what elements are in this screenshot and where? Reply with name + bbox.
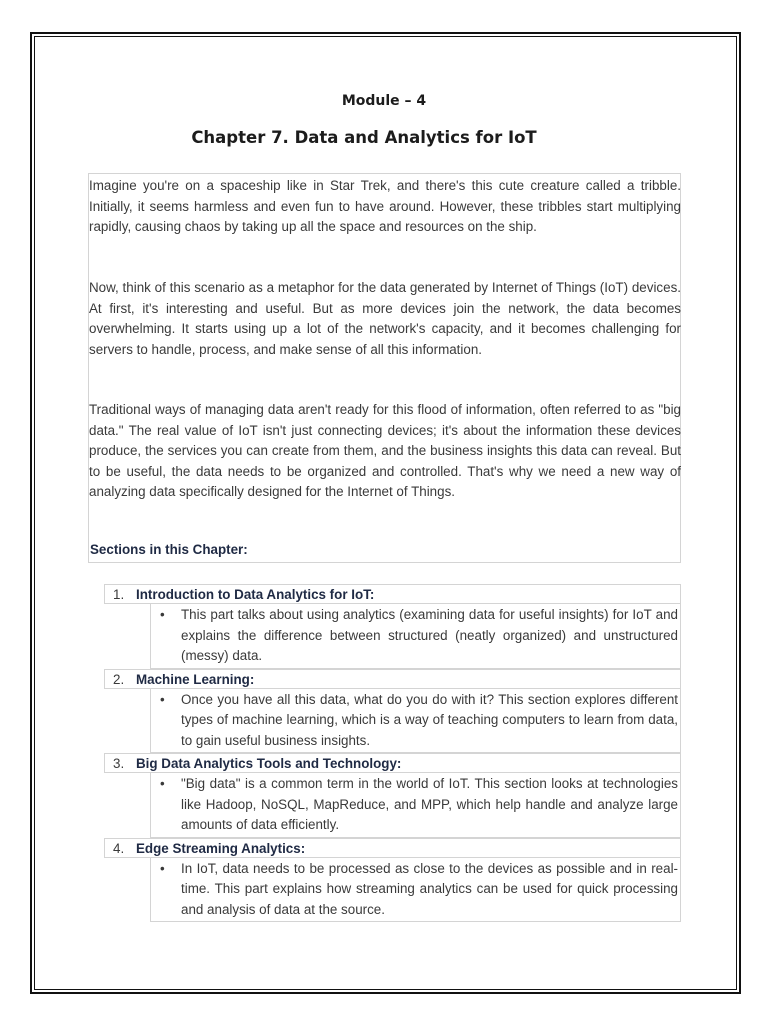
- section-item-3: [104, 753, 681, 773]
- section-description: [150, 689, 681, 754]
- section-item-4: [104, 838, 681, 858]
- section-description: [150, 858, 681, 923]
- section-description-text: In IoT, data needs to be processed as close to the devices as possible and in real-time. This part explains how streaming analytics can be used for quick processing and analysis of data at the source.: [181, 860, 678, 917]
- section-description-text: "Big data" is a common term in the world of IoT. This section looks at technologies like Hadoop, NoSQL, MapReduce, and MPP, which help handle and analyze large amounts of data efficiently.: [181, 776, 678, 832]
- intro-paragraph-1: Imagine you're on a spaceship like in Star Trek, and there's this cute creature called a tribble. Initially, it seems harmless and even fun to have around. However, these tribbles start multiplying rapidly, causing chaos by taking up all the space and resources on the ship.: [89, 178, 681, 234]
- section-item-1: [104, 584, 681, 604]
- section-title: Machine Learning:: [136, 671, 255, 687]
- sections-list: [104, 584, 681, 922]
- section-description: [150, 604, 681, 669]
- section-number: 3.: [113, 756, 125, 771]
- intro-paragraph-3: Traditional ways of managing data aren't ready for this flood of information, often referred to as "big data." The real value of IoT isn't just connecting devices; it's about the information these devices produce, the services you can create from them, and the business insights this data can reveal. But to be useful, the data needs to be organized and controlled. That's why we need a new way of analyzing data specifically designed for the Internet of Things.: [89, 402, 681, 499]
- section-description: [150, 773, 681, 838]
- section-number: 2.: [113, 671, 125, 687]
- section-title: Big Data Analytics Tools and Technology:: [136, 756, 402, 771]
- bullet-icon: •: [160, 607, 165, 622]
- bullet-icon: •: [160, 776, 165, 791]
- bullet-icon: •: [160, 691, 165, 707]
- section-title: Introduction to Data Analytics for IoT:: [136, 587, 375, 602]
- section-number: 1.: [113, 587, 125, 602]
- chapter-title: Chapter 7. Data and Analytics for IoT: [191, 128, 537, 147]
- section-description-text: Once you have all this data, what do you do with it? This section explores different types of machine learning, which is a way of teaching computers to learn from data, to gain useful business insights.: [181, 691, 678, 748]
- section-description-text: This part talks about using analytics (examining data for useful insights) for IoT and explains the difference between structured (neatly organized) and unstructured (messy) data.: [181, 607, 678, 663]
- sections-heading: Sections in this Chapter:: [90, 542, 248, 557]
- section-title: Edge Streaming Analytics:: [136, 840, 306, 856]
- section-item-2: [104, 669, 681, 689]
- bullet-icon: •: [160, 860, 165, 876]
- intro-paragraph-2: Now, think of this scenario as a metaphor for the data generated by Internet of Things (IoT) devices. At first, it's interesting and useful. But as more devices join the network, the data becomes overwhelming. It starts using up a lot of the network's capacity, and it becomes challenging for servers to handle, process, and make sense of all this information.: [89, 280, 681, 357]
- module-label: Module – 4: [341, 93, 427, 109]
- section-number: 4.: [113, 840, 125, 856]
